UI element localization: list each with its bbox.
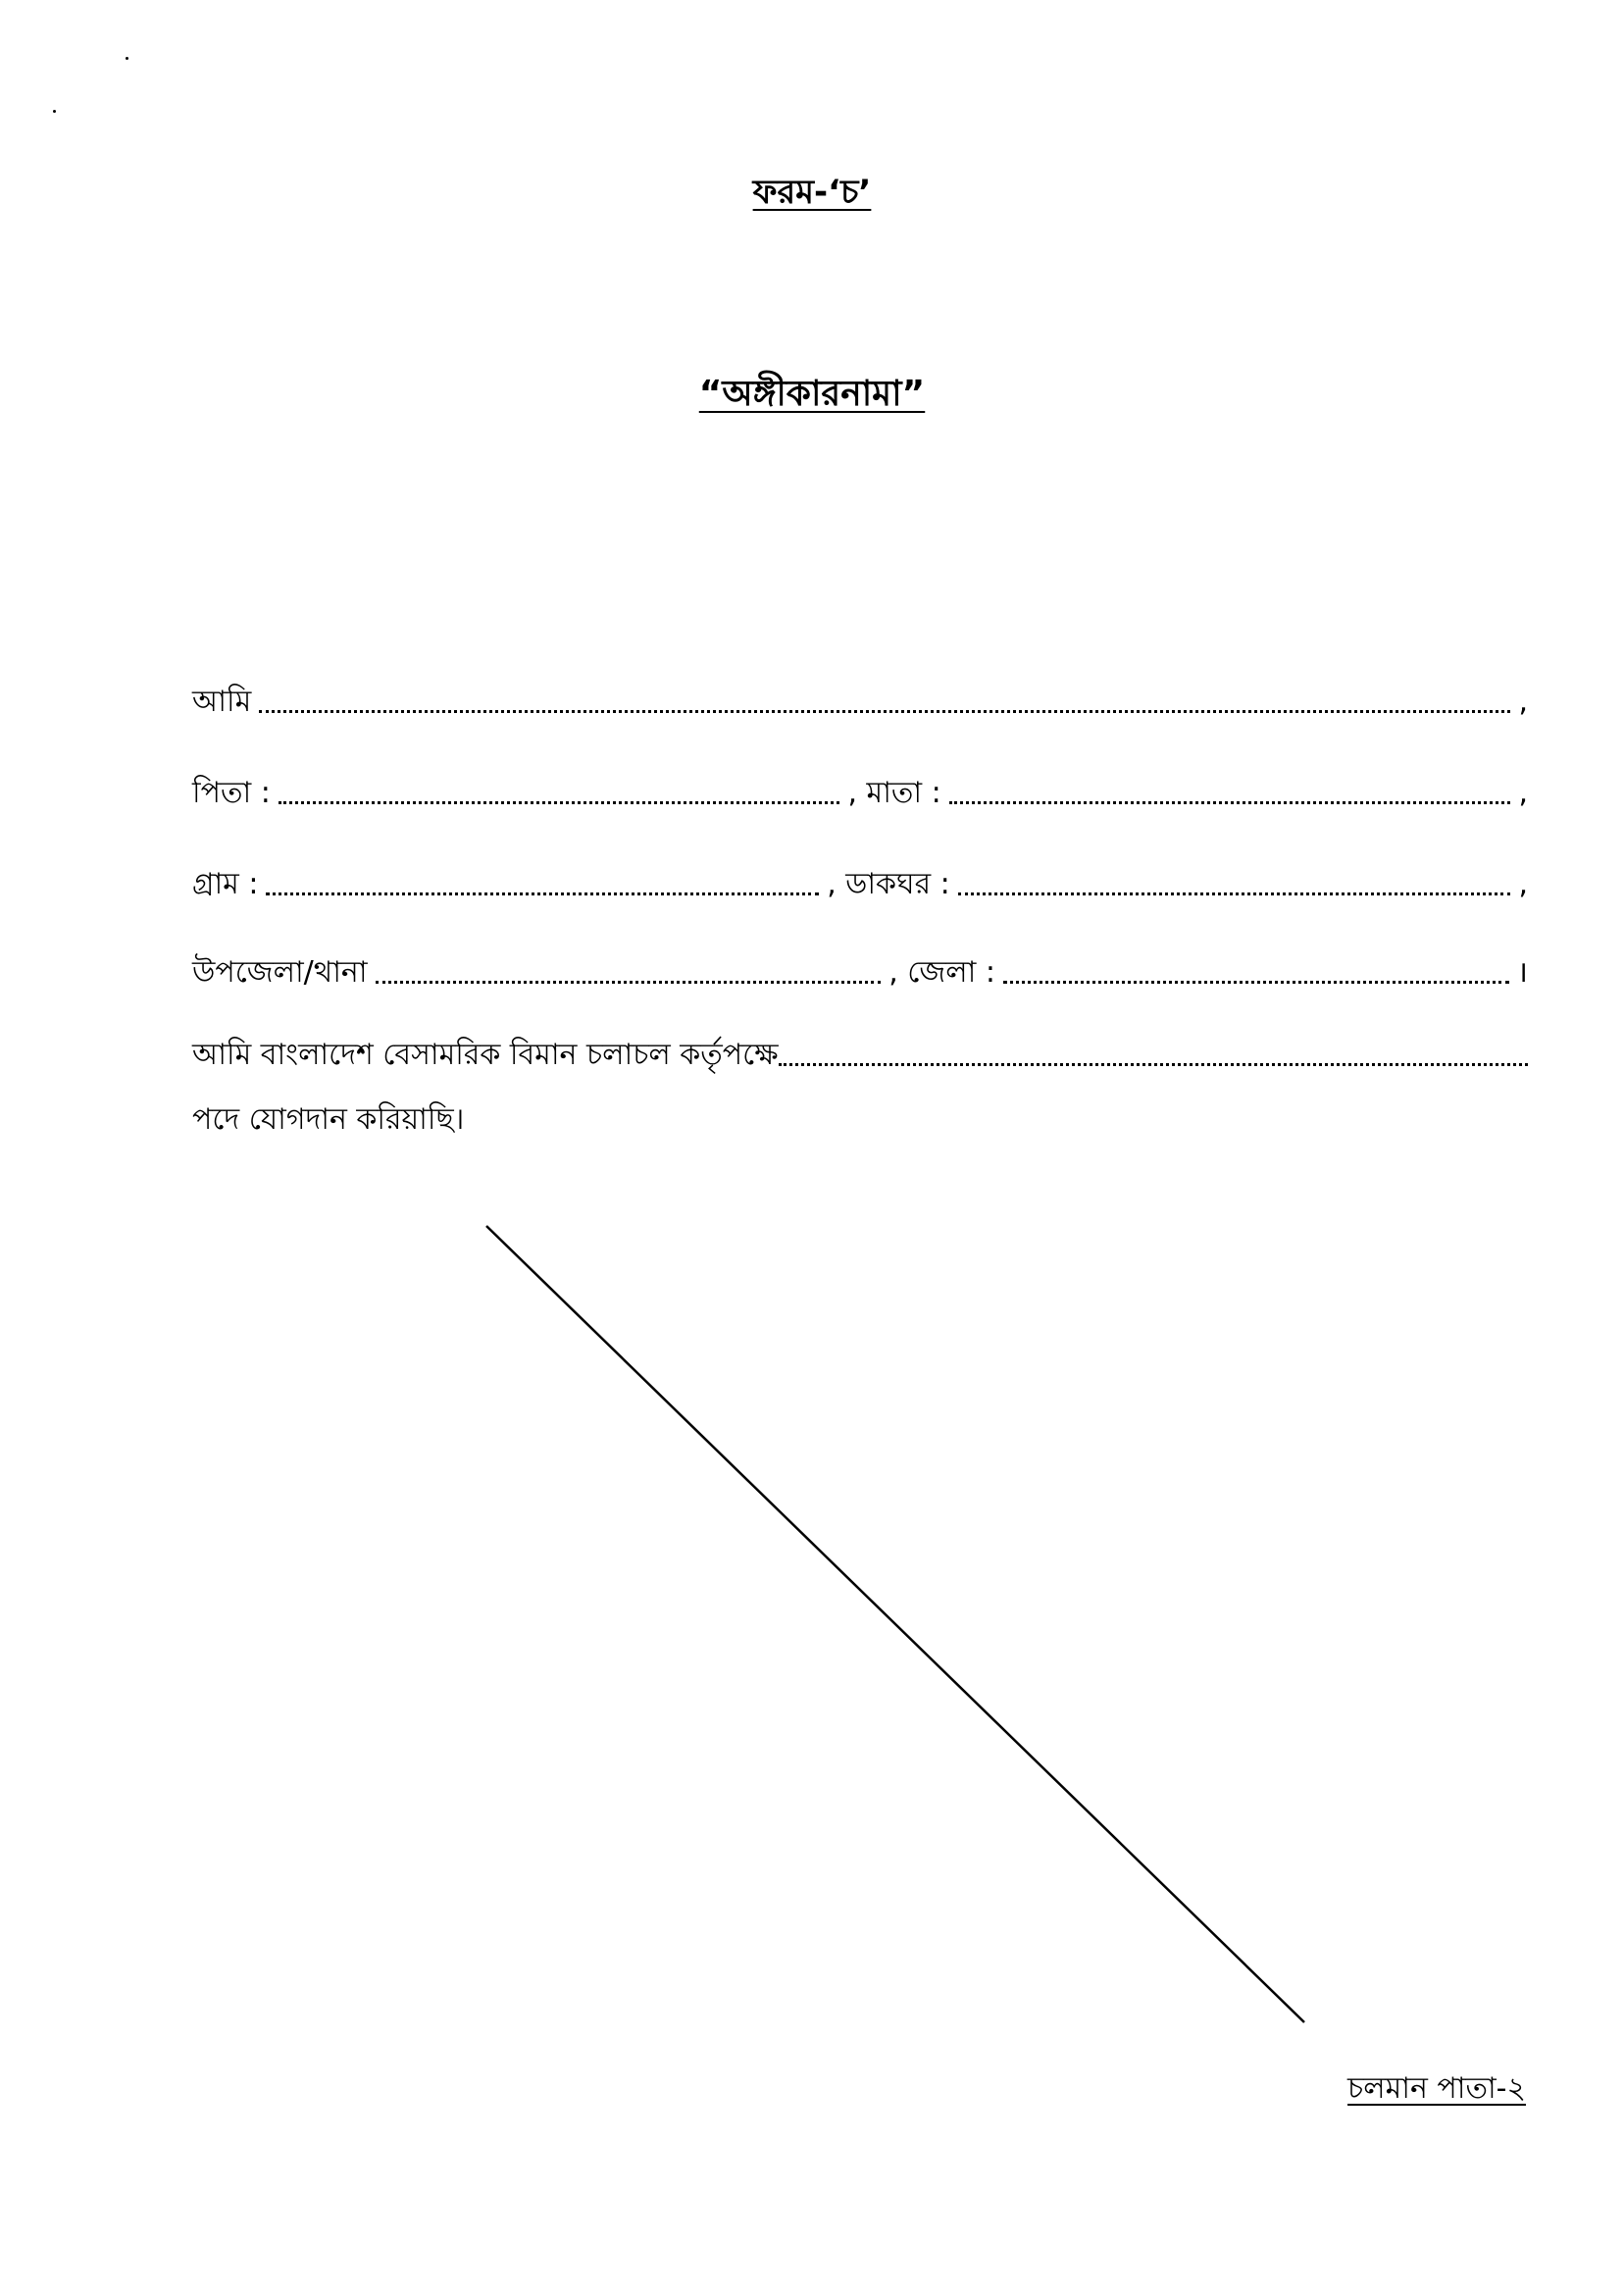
address-end: , (1518, 867, 1528, 901)
district-end: । (1516, 955, 1528, 990)
upazila-label: উপজেলা/থানা (192, 955, 368, 990)
diagonal-stroke (486, 1226, 1304, 2022)
post-office-label: , ডাকঘর : (827, 867, 950, 901)
village-label: গ্রাম : (192, 867, 259, 901)
father-label: পিতা : (192, 776, 271, 810)
continued-page-note: চলমান পাতা-২ (1347, 2071, 1526, 2106)
name-label: আমি (192, 685, 252, 719)
document-title: “অঙ্গীকারনামা” (698, 374, 926, 414)
position-label: আমি বাংলাদেশ বেসামরিক বিমান চলাচল কর্তৃপক্ষে (192, 1038, 779, 1072)
position-suffix: পদে যোগদান করিয়াছি। (192, 1102, 465, 1137)
parents-end: , (1518, 776, 1528, 810)
district-label: , জেলা : (888, 955, 995, 990)
name-end: , (1518, 685, 1528, 719)
form-title: ফরম-‘চ’ (752, 173, 872, 212)
mother-label: , মাতা : (847, 776, 941, 810)
